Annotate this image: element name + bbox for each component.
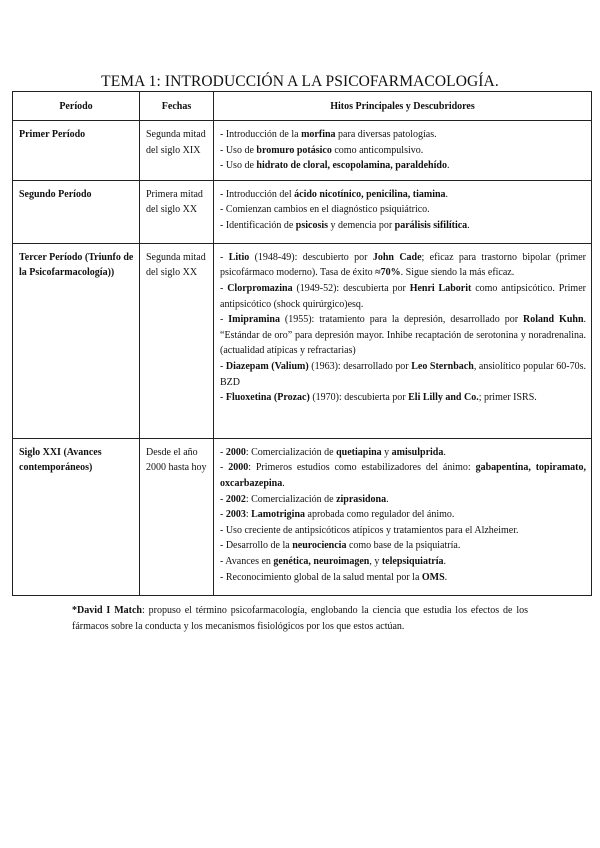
dates-cell: Desde el año 2000 hasta hoy: [146, 446, 207, 474]
text-run: - Reconocimiento global de la salud mental por la: [220, 571, 422, 583]
text-run: . Sigue siendo la más eficaz.: [400, 267, 515, 279]
bold-text: Fluoxetina (Prozac): [225, 392, 310, 404]
milestone-item: [220, 390, 586, 406]
bold-text: morfina: [301, 129, 336, 140]
milestone-item: [220, 523, 586, 539]
page-title: TEMA 1: INTRODUCCIÓN A LA PSICOFARMACOLOGÍA.: [101, 73, 499, 90]
bold-text: ≈70%: [375, 267, 401, 279]
milestone-item: [220, 460, 586, 491]
milestones-cell: [214, 121, 591, 180]
text-run: : Comercialización de: [245, 493, 337, 505]
bold-text: Leo Sternbach: [411, 360, 474, 372]
text-run: - Uso creciente de antipsicóticos atípicos y tratamientos para el Alzheimer.: [220, 524, 519, 536]
milestone-item: [220, 158, 586, 174]
milestone-item: [220, 445, 586, 461]
text-run: -: [220, 282, 228, 294]
text-run: y: [381, 446, 392, 458]
bold-text: OMS: [421, 571, 445, 583]
table-row: [13, 438, 592, 595]
bold-text: Imipramina: [228, 314, 280, 326]
header-period: Período: [13, 92, 140, 121]
bold-text: genética, neuroimagen: [273, 555, 370, 567]
text-run: -: [220, 360, 226, 372]
text-run: ; primer ISRS.: [478, 392, 537, 404]
bold-text: John Cade: [372, 251, 422, 263]
text-run: -: [220, 446, 226, 458]
bold-text: gabapentina, topiramato, oxcarbazepina: [220, 462, 586, 489]
milestones-cell: [214, 439, 591, 591]
text-run: - Avances en: [220, 555, 274, 567]
text-run: -: [220, 493, 226, 505]
bold-text: Lamotrigina: [251, 509, 306, 521]
text-run: (1955): tratamiento para la depresión, desarrollado por: [279, 314, 523, 326]
text-run: .: [467, 219, 470, 231]
table-row: [13, 121, 592, 181]
text-run: : Primeros estudios como estabilizadores del ánimo:: [248, 462, 476, 474]
milestone-item: [220, 281, 586, 312]
bold-text: 2003: [225, 509, 246, 521]
text-run: , y: [369, 555, 382, 567]
text-run: , ansiolítico popular 60-70s. BZD: [220, 360, 586, 388]
text-run: - Identificación de: [220, 219, 296, 231]
text-run: -: [220, 314, 229, 326]
text-run: - Desarrollo de la: [220, 540, 293, 552]
text-run: -: [220, 392, 226, 404]
text-run: (1963): desarrollado por: [308, 360, 412, 372]
bold-text: parálisis sifilítica: [394, 219, 468, 231]
text-run: .: [386, 493, 389, 505]
bold-text: psicosis: [295, 219, 329, 231]
milestone-item: [220, 507, 586, 523]
text-run: - Uso de: [220, 160, 257, 172]
text-run: como antipsicótico. Primer antipsicótico (shock quirúrgico)esq.: [220, 282, 586, 310]
bold-text: *David I Match: [72, 605, 142, 616]
milestones-cell: [214, 181, 591, 240]
bold-text: amisulprida: [391, 446, 444, 458]
bold-text: Eli Lilly and Co.: [408, 392, 479, 404]
text-run: : Comercialización de: [245, 446, 337, 458]
milestone-item: [220, 250, 586, 281]
text-run: como base de la psiquiatría.: [346, 540, 461, 552]
text-run: :: [245, 509, 252, 521]
bold-text: hidrato de cloral, escopolamina, paraldehído: [256, 160, 447, 172]
bold-text: neurociencia: [292, 540, 347, 552]
bold-text: Diazepam (Valium): [225, 360, 309, 372]
text-run: y demencia por: [328, 219, 395, 231]
bold-text: Litio: [228, 251, 250, 263]
text-run: - Introducción de la: [220, 129, 302, 140]
history-table: [12, 91, 592, 596]
header-milestones: Hitos Principales y Descubridores: [214, 92, 592, 121]
text-run: (1948-49): descubierto por: [249, 251, 373, 263]
bold-text: ácido nicotínico, penicilina, tiamina: [294, 188, 446, 200]
period-cell: Primer Período: [19, 129, 86, 140]
text-run: . “Estándar de oro” para depresión mayor. Inhibe recaptación de serotonina y noradrenalina. (actualidad atípicas y refractarias): [220, 314, 587, 357]
text-run: aprobada como regulador del ánimo.: [305, 509, 455, 521]
bold-text: 2000: [228, 462, 249, 474]
text-run: .: [444, 571, 448, 583]
bold-text: Roland Kuhn: [522, 314, 584, 326]
text-run: para diversas patologías.: [335, 129, 437, 140]
milestone-item: [220, 492, 586, 508]
period-cell: Segundo Período: [19, 188, 92, 200]
bold-text: bromuro potásico: [256, 144, 332, 156]
milestone-item: [220, 127, 586, 143]
milestone-item: [220, 143, 586, 159]
text-run: : propuso el término psicofarmacología, englobando la ciencia que estudia los efectos de los fármacos sobre la conducta y los mecanismos fisiológicos por los que estos actúan.: [72, 605, 528, 632]
milestone-item: [220, 554, 586, 570]
dates-cell: Segunda mitad del siglo XIX: [146, 129, 206, 156]
milestone-item: [220, 538, 586, 554]
text-run: .: [282, 477, 285, 489]
text-run: .: [443, 555, 446, 567]
milestone-item: [220, 570, 586, 586]
table-row: [13, 180, 592, 243]
header-dates: Fechas: [140, 92, 214, 121]
bold-text: Henri Laborit: [409, 282, 472, 294]
bold-text: Clorpromazina: [227, 282, 293, 294]
text-run: ; eficaz para trastorno bipolar (primer psicofármaco moderno). Tasa de éxito: [220, 251, 586, 279]
dates-cell: Primera mitad del siglo XX: [146, 188, 203, 216]
table-header-row: [13, 92, 592, 121]
text-run: -: [220, 462, 229, 474]
text-run: .: [446, 160, 450, 172]
text-run: -: [220, 251, 229, 263]
bold-text: 2002: [225, 493, 246, 505]
period-cell: Siglo XXI (Avances contemporáneos): [19, 446, 102, 474]
milestone-item: [220, 202, 586, 218]
bold-text: ziprasidona: [336, 493, 387, 505]
text-run: - Introducción del: [220, 188, 295, 200]
milestone-item: [220, 187, 586, 203]
milestone-item: [220, 312, 586, 359]
footnote: [72, 603, 528, 635]
period-cell: Tercer Período (Triunfo de la Psicofarmacología)): [19, 251, 134, 279]
bold-text: quetiapina: [336, 446, 382, 458]
text-run: - Comienzan cambios en el diagnóstico psiquiátrico.: [220, 204, 430, 216]
text-run: como anticompulsivo.: [331, 144, 424, 156]
text-run: (1970): descubierta por: [309, 392, 409, 404]
text-run: -: [220, 509, 226, 521]
milestone-item: [220, 218, 586, 234]
text-run: .: [445, 188, 449, 200]
text-run: - Uso de: [220, 144, 257, 156]
bold-text: 2000: [225, 446, 246, 458]
bold-text: telepsiquiatría: [381, 555, 444, 567]
text-run: (1949-52): descubierta por: [292, 282, 410, 294]
table-row: [13, 243, 592, 438]
milestone-item: [220, 359, 586, 390]
dates-cell: Segunda mitad del siglo XX: [146, 251, 206, 279]
text-run: .: [443, 446, 446, 458]
milestones-cell: [214, 244, 591, 412]
